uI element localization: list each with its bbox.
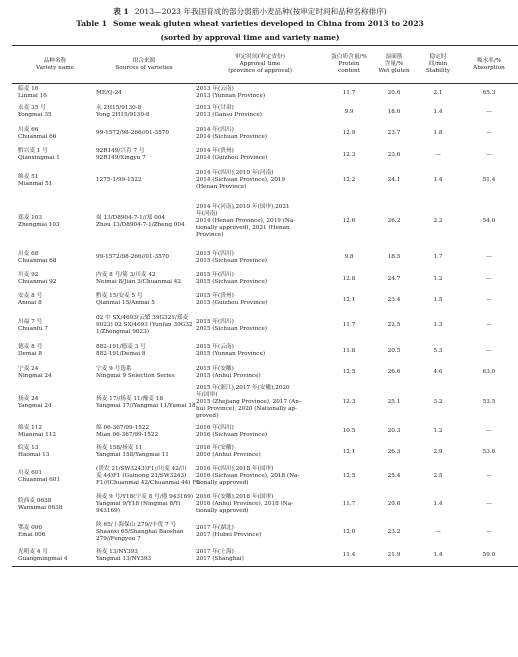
cell-absorption: 65.3 — [482, 89, 496, 96]
cell-sources — [94, 247, 194, 269]
cell-approval — [194, 269, 326, 290]
cell-sources — [94, 290, 194, 311]
table-header-row — [12, 46, 518, 84]
cell-variety-name — [12, 384, 94, 422]
cell-approval-line: 2016 年(安徽),2018 年(国审) — [196, 494, 274, 500]
cell-stability: 1.2 — [433, 428, 443, 434]
table-row — [12, 491, 518, 519]
cell-approval-line: 2014 年(贵州) — [196, 148, 234, 154]
cell-sources-line: 扬麦 13/NY393 — [96, 548, 138, 555]
cell-absorption: — — [486, 151, 492, 158]
cell-protein: 12.1 — [342, 448, 356, 455]
cell-stability: — — [435, 151, 441, 158]
cell-sources-line: 黔麦 15/安麦 5 号 — [96, 293, 143, 299]
cell-sources-line: Neimai 8/Jian 3/Chuanmai 42 — [96, 279, 181, 285]
cell-absorption: — — [486, 130, 492, 136]
cell-sources-line: 陕 65/上海保山 279//丰优 7 号 — [96, 521, 177, 528]
cell-variety-name-line: Ningmai 24 — [18, 372, 52, 379]
cell-stability: 2.2 — [433, 218, 443, 224]
cell-sources-line: Zhou 13/D8904-7-1/Zheng 004 — [96, 221, 185, 228]
cell-sources-line: 92R149/兴育 7 号 — [96, 148, 145, 154]
cell-variety-name-line: Mianmai 51 — [18, 180, 53, 187]
cell-absorption: 51.4 — [482, 177, 496, 183]
column-header-absorption: 吸水率/% Absorption — [460, 46, 518, 84]
cell-protein: 12.9 — [342, 130, 356, 136]
cell-wet-gluten: 18.6 — [387, 108, 401, 115]
cell-approval-line: 2013 (Yunnan Province) — [196, 93, 266, 100]
cell-approval-line: 2017 年(湖北) — [196, 525, 234, 531]
cell-approval — [194, 247, 326, 269]
cell-sources-line: 扬麦 17//扬麦 11/豫麦 18 — [96, 395, 164, 402]
cell-protein: 10.5 — [342, 428, 356, 434]
cell-protein: 12.0 — [342, 528, 356, 535]
cell-variety-name-line: 皖西麦 0638 — [18, 497, 52, 504]
cell-variety-name — [12, 290, 94, 311]
cell-absorption: — — [486, 296, 492, 303]
cell-variety-name-line: Chuanmai 68 — [18, 257, 57, 264]
cell-approval-line: 2017 (Hubei Province) — [196, 532, 262, 538]
cell-stability: 2.5 — [433, 473, 443, 479]
cell-variety-name-line: Zhengmai 103 — [18, 221, 60, 228]
cell-protein: 9.9 — [344, 108, 354, 115]
cell-variety-name-line: 皖麦 13 — [18, 445, 39, 451]
cell-approval-line: 2014 年(河南),2019 年(国审),2021 — [196, 204, 290, 210]
cell-sources-line: Yangmai 9/Y18 (Ningmai 8/Yi — [96, 501, 181, 507]
cell-sources — [94, 442, 194, 463]
cell-sources-line: Qianmai 15/Anmai 5 — [96, 300, 155, 306]
cell-variety-name — [12, 422, 94, 442]
cell-absorption: 54.6 — [482, 218, 496, 224]
cell-variety-name-line: 临麦 16 — [18, 86, 39, 93]
cell-sources-line: Yong 2H15/9130-8 — [96, 112, 150, 118]
cell-sources — [94, 103, 194, 122]
cell-sources-line: Shaanxi 65/Shanghai Baoshan — [96, 528, 184, 535]
cell-approval-line: 2016 (Anhui Province), 2018 (Na- — [196, 501, 294, 507]
cell-approval-line: 2017 年(上海) — [196, 548, 234, 555]
cell-approval-line: 2014 (Sichuan Province) — [196, 133, 268, 140]
cell-absorption: — — [486, 428, 492, 434]
cell-variety-name — [12, 247, 94, 269]
cell-stability: 1.5 — [433, 296, 443, 303]
cell-sources — [94, 362, 194, 384]
cell-approval — [194, 384, 326, 422]
cell-variety-name-line: Yongmai 35 — [18, 112, 52, 118]
cell-wet-gluten: 23.4 — [387, 296, 401, 303]
cell-variety-name — [12, 362, 94, 384]
table-row — [12, 546, 518, 567]
cell-approval-line: 2014 年(四川) — [196, 126, 234, 133]
cell-sources-line: ME/Q-24 — [96, 89, 122, 96]
cell-approval-line: hui Province), 2020 (Nationally ap- — [196, 406, 298, 412]
cell-variety-name-line: Chuanmai 66 — [18, 133, 57, 140]
cell-variety-name-line: 郑麦 103 — [18, 214, 43, 221]
cell-variety-name — [12, 165, 94, 197]
cell-stability: 1.4 — [433, 501, 443, 507]
cell-protein: 12.3 — [342, 399, 356, 405]
cell-absorption: 53.5 — [482, 399, 496, 405]
cell-sources-line: Ningmai 9 Selection Series — [96, 372, 175, 379]
column-header-sources: 组合来源 Sources of varieties — [94, 46, 194, 84]
cell-sources — [94, 491, 194, 519]
cell-approval-line: tionally approved) — [196, 480, 249, 486]
cell-sources-line: 1/Zhengmai 9023) — [96, 329, 149, 335]
cell-approval — [194, 122, 326, 146]
cell-sources-line: 扬麦 9 号/Y18(宁麦 8 号/遵 943169) — [96, 494, 194, 500]
cell-wet-gluten: 26.3 — [387, 448, 401, 455]
cell-variety-name-line: 川麦 92 — [18, 272, 39, 278]
cell-variety-name-line: Wanximai 0638 — [18, 504, 63, 511]
cell-approval-line: 2015 年(贵州) — [196, 293, 234, 299]
cell-variety-name-line: Demai 8 — [18, 351, 42, 357]
cell-variety-name-line: 永麦 35 号 — [18, 105, 46, 111]
varieties-table — [12, 45, 518, 567]
cell-sources — [94, 269, 194, 290]
cell-absorption: — — [486, 501, 492, 507]
cell-approval — [194, 84, 326, 103]
table-row — [12, 519, 518, 546]
cell-protein: 11.4 — [326, 546, 372, 567]
cell-protein: 12.1 — [342, 296, 356, 303]
cell-approval-line: 2015 (Guizhou Province) — [196, 300, 268, 306]
cell-approval-line: 2015 年(四川) — [196, 250, 234, 257]
cell-sources-line: 永 2H15/9130-8 — [96, 105, 142, 111]
cell-sources-line: 扬麦 158/扬麦 11 — [96, 445, 143, 451]
cell-variety-name — [12, 197, 94, 247]
cell-approval — [194, 146, 326, 165]
cell-approval-line: 2017 (Shanghai) — [196, 555, 244, 562]
cell-variety-name-line: 鄂麦 006 — [18, 525, 43, 531]
table-row — [12, 122, 518, 146]
cell-stability: 1.3 — [433, 322, 443, 328]
table-subtitle-en: (sorted by approval time and variety name) — [160, 33, 340, 42]
cell-approval — [194, 463, 326, 491]
cell-approval — [194, 103, 326, 122]
table-row — [12, 442, 518, 463]
cell-stability: 1.4 — [433, 108, 443, 115]
cell-approval — [194, 290, 326, 311]
cell-absorption: 53.6 — [482, 448, 496, 455]
cell-variety-name-line: Mianmai 112 — [18, 431, 56, 438]
cell-sources-line: 周 13/D8904-7-1//郑 004 — [96, 214, 165, 221]
cell-sources-line: 882-191/德麦 3 号 — [96, 344, 146, 350]
cell-approval — [194, 491, 326, 519]
cell-absorption: — — [486, 275, 492, 282]
cell-approval — [194, 165, 326, 197]
cell-absorption: 63.0 — [482, 369, 496, 375]
cell-approval-line: 2016 (Sichuan Province) — [196, 431, 268, 438]
cell-approval-line: 2016 年(安徽) — [196, 445, 234, 451]
cell-approval-line: 2015 年(四川) — [196, 272, 234, 278]
cell-approval-line: 年(河南) — [196, 211, 218, 217]
cell-approval-line: 年(国审) — [196, 392, 218, 398]
cell-variety-name — [12, 341, 94, 362]
cell-sources-line: F1//(Chuanmai 42/Chuanmai 44) F1 — [96, 480, 200, 486]
cell-approval — [194, 311, 326, 341]
cell-approval-line: 2014 (Guizhou Province) — [196, 155, 268, 161]
cell-sources-line: 92R149/Xingyu 7 — [96, 155, 146, 161]
table-row — [12, 269, 518, 290]
cell-wet-gluten: 24.7 — [387, 275, 401, 282]
cell-stability: 2.9 — [433, 448, 443, 455]
cell-absorption: — — [486, 108, 492, 115]
table-row — [12, 463, 518, 491]
cell-stability: 2.1 — [433, 89, 443, 96]
cell-variety-name-line: Chuanfu 7 — [18, 325, 48, 332]
cell-stability: 1.7 — [433, 254, 443, 260]
cell-sources-line: 麦 44)F1 (Guinong 21/SW3243) — [96, 473, 187, 479]
cell-approval — [194, 197, 326, 247]
cell-approval-line: 2015 (Yunnan Province) — [196, 351, 266, 357]
cell-approval-line: 2015 年(云南) — [196, 344, 234, 350]
column-header-protein: 蛋白质含量/% Protein content — [326, 46, 372, 84]
cell-wet-gluten: 22.5 — [387, 322, 401, 328]
cell-sources-line: Yangmai 13/NY393 — [96, 555, 152, 562]
cell-approval — [194, 442, 326, 463]
cell-approval-line: 2015 年(四川) — [196, 318, 234, 325]
cell-protein: 12.2 — [342, 177, 356, 183]
cell-sources-line: 内麦 8 号/简 3/川麦 42 — [96, 272, 156, 278]
cell-variety-name-line: Qianxingmai 1 — [18, 155, 60, 161]
cell-approval — [194, 341, 326, 362]
cell-absorption: — — [486, 347, 492, 354]
cell-wet-gluten: 21.9 — [372, 546, 416, 567]
cell-approval-line: 2015 年(安徽) — [196, 365, 234, 372]
cell-wet-gluten: 20.6 — [387, 89, 401, 96]
cell-approval-line: 2015 (Anhui Province) — [196, 372, 261, 379]
cell-sources-line: 绵 06-367/99-1522 — [96, 424, 150, 431]
table-row — [12, 290, 518, 311]
cell-stability: 1.4 — [433, 177, 443, 183]
cell-sources — [94, 422, 194, 442]
cell-wet-gluten: 23.6 — [387, 151, 401, 158]
cell-variety-name-line: 宁麦 24 — [18, 365, 39, 372]
cell-variety-name-line: 绵麦 112 — [18, 424, 43, 431]
cell-stability: 5.3 — [433, 347, 443, 354]
cell-sources-line: 02 中 SX/4693(云繁 39G321/郑麦 — [96, 315, 189, 321]
cell-wet-gluten: 20.6 — [387, 501, 401, 507]
cell-variety-name-line: 安麦 8 号 — [18, 293, 43, 299]
cell-absorption: — — [486, 322, 492, 328]
cell-variety-name-line: 绵麦 51 — [18, 173, 39, 180]
table-row — [12, 197, 518, 247]
cell-sources — [94, 519, 194, 546]
cell-approval-line: 2015 (Sichuan Province) — [196, 325, 268, 332]
column-header-approval: 审定时间(审定省份) Approval time (province of approval) — [194, 46, 326, 84]
cell-approval-line: 2013 (Gansu Province) — [196, 112, 262, 118]
cell-variety-name — [12, 269, 94, 290]
cell-variety-name — [12, 519, 94, 546]
cell-approval-line: tionally approved) — [196, 508, 249, 514]
cell-approval-line: (Henan Province) — [196, 184, 247, 190]
cell-wet-gluten: 24.1 — [387, 177, 401, 183]
column-header-stability: 稳定时 间/min Stability — [416, 46, 460, 84]
cell-approval — [194, 519, 326, 546]
cell-variety-name-line: Chuanmai 92 — [18, 279, 57, 285]
cell-stability: — — [435, 528, 441, 535]
cell-variety-name-line: 光明麦 4 号 — [18, 548, 48, 555]
cell-protein: 11.7 — [342, 501, 356, 507]
cell-sources-line: Yangmai 17//Yangmai 11/Yumai 18 — [96, 402, 196, 409]
cell-approval-line: 2015 年(浙江),2017 年(安徽),2020 — [196, 385, 290, 391]
cell-sources — [94, 146, 194, 165]
cell-wet-gluten: 20.3 — [387, 428, 401, 434]
table-row — [12, 146, 518, 165]
cell-approval — [194, 362, 326, 384]
cell-protein: 12.5 — [342, 369, 356, 375]
cell-sources-line: 99-1572/98-266//01-3570 — [96, 130, 170, 136]
cell-approval-line: tionally approved), 2021 (Henan — [196, 225, 290, 231]
cell-protein: 11.7 — [342, 89, 356, 96]
cell-absorption: — — [486, 473, 492, 479]
cell-sources-line: Yangmai 158/Yangmai 11 — [96, 452, 169, 458]
cell-sources-line: Mian 06-367/99-1522 — [96, 431, 159, 438]
cell-sources — [94, 463, 200, 491]
cell-sources-line: 882-191/Demai 8 — [96, 351, 146, 357]
cell-protein: 12.6 — [342, 218, 356, 224]
cell-sources — [94, 84, 194, 103]
table-body — [12, 84, 518, 567]
cell-approval — [194, 422, 326, 442]
cell-approval-line: 2016 (Anhui Province) — [196, 452, 261, 458]
cell-approval-line: 2013 年(云南) — [196, 86, 234, 93]
table-row — [12, 384, 518, 422]
cell-wet-gluten: 26.6 — [387, 369, 401, 375]
cell-variety-name — [12, 463, 94, 491]
cell-approval-line: 2014 年(四川),2019 年(河南) — [196, 170, 274, 176]
cell-wet-gluten: 25.4 — [387, 473, 401, 479]
cell-absorption: — — [486, 254, 492, 260]
cell-approval-line: 2016 (Sichuan Province), 2018 (Na- — [196, 473, 300, 479]
cell-protein: 11.8 — [342, 347, 356, 354]
cell-wet-gluten: 23.7 — [387, 130, 401, 136]
cell-variety-name-line: Anmai 8 — [18, 300, 42, 306]
cell-approval-line: 2014 (Sichuan Province), 2019 — [196, 177, 286, 183]
cell-wet-gluten: 18.5 — [387, 254, 401, 260]
cell-variety-name-line: Yangmai 24 — [18, 402, 52, 409]
cell-variety-name-line: 川麦 68 — [18, 250, 39, 257]
cell-approval-line: 2015 (Zhejiang Province), 2017 (An- — [196, 399, 301, 405]
cell-variety-name-line: Linmai 16 — [18, 93, 47, 100]
cell-variety-name-line: 德麦 8 号 — [18, 344, 43, 350]
cell-approval-line: Province) — [196, 232, 224, 238]
cell-variety-name — [12, 491, 94, 519]
cell-variety-name-line: Chuanmai 601 — [18, 476, 60, 483]
cell-approval-line: 2014 (Henan Province), 2019 (Na- — [196, 218, 296, 224]
cell-variety-name — [12, 146, 94, 165]
cell-wet-gluten: 26.2 — [387, 218, 401, 224]
cell-approval-line: 2015 (Sichuan Province) — [196, 279, 268, 285]
cell-variety-name-line: 黔兴麦 1 号 — [18, 148, 48, 154]
table-row — [12, 84, 518, 103]
cell-protein: 12.8 — [342, 275, 356, 282]
cell-approval — [194, 546, 326, 567]
cell-variety-name-line: Emai 006 — [18, 532, 46, 538]
cell-sources — [94, 311, 194, 341]
cell-sources-line: 943169) — [96, 508, 120, 514]
cell-approval-line: 2016 年(四川) — [196, 424, 234, 431]
table-row — [12, 362, 518, 384]
cell-variety-name — [12, 442, 94, 463]
cell-variety-name-line: 川麦 66 — [18, 126, 39, 133]
cell-sources-line: (贵农 21/SW3243)F1//川麦 42/川 — [96, 466, 187, 472]
cell-sources-line: 9023) 02 SX/4693 (Yunfan 39G32 — [96, 322, 193, 328]
table-row — [12, 422, 518, 442]
cell-protein: 12.5 — [342, 473, 356, 479]
cell-variety-name-line: Haomai 13 — [18, 452, 50, 458]
cell-wet-gluten: 20.5 — [387, 347, 401, 354]
table-row — [12, 165, 518, 197]
column-header-variety: 品种名称 Variety name — [12, 46, 94, 84]
table-row — [12, 311, 518, 341]
cell-approval-line: 2013 年(甘肃) — [196, 105, 234, 111]
cell-sources — [94, 197, 194, 247]
cell-approval-line: proved) — [196, 413, 219, 419]
cell-stability: 1.4 — [416, 546, 460, 567]
cell-sources-line: 1275-1/99-1522 — [96, 177, 142, 183]
cell-protein: 11.7 — [342, 322, 356, 328]
cell-variety-name-line: 扬麦 24 — [18, 395, 39, 402]
column-header-wet-gluten: 湿面筋 含量/% Wet gluten — [372, 46, 416, 84]
cell-absorption: 59.0 — [460, 546, 518, 567]
cell-variety-name-line: Guangmingmai 4 — [18, 555, 68, 562]
cell-variety-name — [12, 311, 94, 341]
cell-sources-line: 99-1572/98-266//01-3570 — [96, 254, 170, 260]
cell-approval-line: 2015 (Sichuan Province) — [196, 257, 268, 264]
cell-variety-name — [12, 546, 94, 567]
cell-approval-line: 2016 年(四川),2018 年(国审) — [196, 466, 274, 472]
cell-protein: 9.8 — [344, 254, 354, 260]
cell-variety-name — [12, 122, 94, 146]
cell-variety-name-line: 川福 7 号 — [18, 318, 43, 325]
table-row — [12, 341, 518, 362]
cell-sources — [94, 546, 194, 567]
cell-sources — [94, 341, 194, 362]
cell-absorption: — — [486, 528, 492, 535]
cell-stability: 4.6 — [433, 369, 443, 375]
cell-sources-line: 宁麦 9 号选系 — [96, 365, 132, 372]
cell-sources — [94, 122, 194, 146]
cell-variety-name-line: 川麦 601 — [18, 469, 43, 476]
table-caption-en: Table 1 Some weak gluten wheat varieties developed in China from 2013 to 2023 — [76, 19, 424, 28]
cell-sources — [94, 165, 194, 197]
cell-sources-line: 279//Fengyou 7 — [96, 535, 141, 542]
cell-stability: 1.2 — [433, 275, 443, 282]
cell-stability: 3.2 — [433, 399, 443, 405]
table-row — [12, 103, 518, 122]
cell-variety-name — [12, 84, 94, 103]
cell-wet-gluten: 23.2 — [387, 528, 401, 535]
table-row — [12, 247, 518, 269]
cell-stability: 1.8 — [433, 130, 443, 136]
cell-wet-gluten: 25.1 — [387, 399, 401, 405]
table-caption-cn: 表 1 2013—2023 年我国育成的部分弱筋小麦品种(按审定时间和品种名称排序) — [113, 7, 387, 16]
cell-sources — [94, 384, 194, 422]
cell-protein: 12.3 — [342, 151, 356, 158]
cell-variety-name — [12, 103, 94, 122]
